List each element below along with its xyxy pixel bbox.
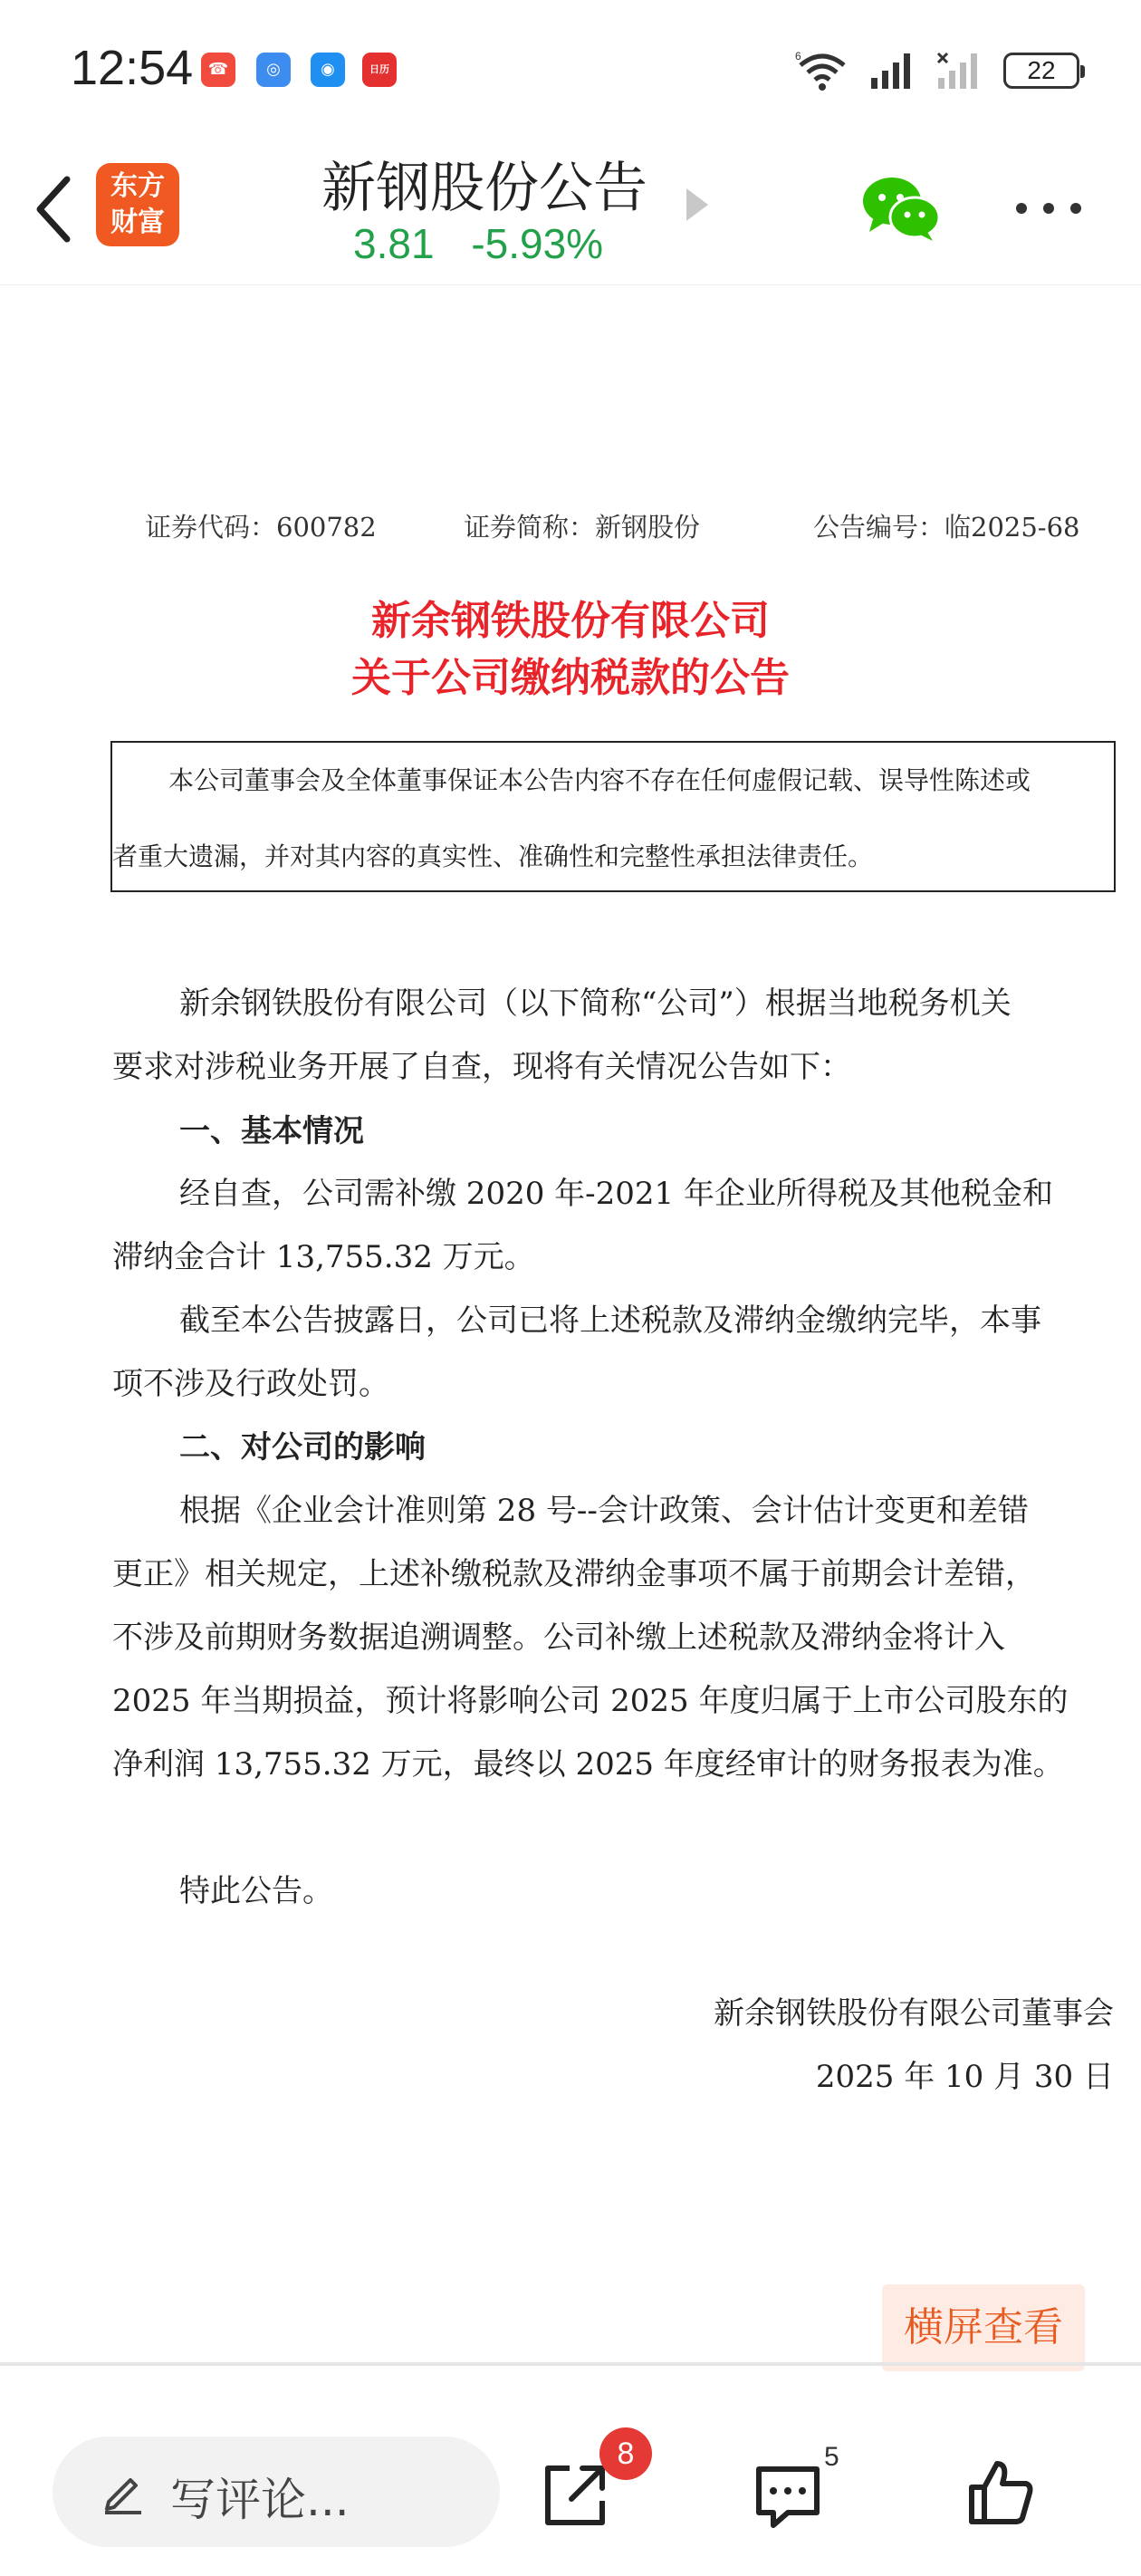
paragraph-line: 项不涉及行政处罚。 [112, 1366, 389, 1402]
paragraph-line: 截至本公告披露日，公司已将上述税款及滞纳金缴纳完毕，本事 [179, 1302, 1041, 1339]
announcement-date: 2025 年 10 月 30 日 [815, 2059, 1114, 2095]
section-heading: 一、基本情况 [179, 1113, 364, 1149]
stock-change: -5.93% [471, 220, 604, 267]
share-icon[interactable] [539, 2459, 611, 2532]
comment-placeholder: 写评论... [170, 2474, 350, 2526]
paragraph-line: 要求对涉税业务开展了自查，现将有关情况公告如下： [112, 1049, 851, 1085]
status-icons [795, 43, 1079, 98]
paragraph-line: 净利润 13,755.32 万元，最终以 2025 年度经审计的财务报表为准。 [112, 1746, 1064, 1783]
signer: 新余钢铁股份有限公司董事会 [714, 1995, 1114, 2032]
comment-input[interactable] [53, 2437, 500, 2547]
paragraph-line: 更正》相关规定，上述补缴税款及滞纳金事项不属于前期会计差错， [112, 1556, 1036, 1592]
notice-number: 公告编号：临2025-68 [813, 512, 1080, 543]
wifi-icon [795, 49, 849, 92]
paragraph-line: 经自查，公司需补缴 2020 年-2021 年企业所得税及其他税金和 [179, 1176, 1053, 1212]
security-code: 证券代码：600782 [145, 512, 377, 543]
more-options-icon[interactable] [1012, 199, 1085, 217]
share-count-badge: 8 [599, 2427, 652, 2480]
battery-indicator: 22 [1003, 53, 1079, 89]
wechat-share-icon[interactable] [860, 172, 942, 245]
paragraph-line: 2025 年当期损益，预计将影响公司 2025 年度归属于上市公司股东的 [112, 1683, 1069, 1719]
stock-price: 3.81 [353, 220, 435, 267]
svg-text:6: 6 [795, 50, 801, 62]
pencil-icon [100, 2469, 145, 2514]
notification-app-icon: ☎ [201, 53, 235, 87]
notification-app-icon: ◉ [311, 53, 345, 87]
stock-quote[interactable] [353, 219, 603, 268]
bottom-action-bar [0, 2409, 1141, 2576]
closing-text: 特此公告。 [179, 1873, 333, 1909]
back-arrow-icon[interactable] [27, 168, 82, 250]
paragraph-line: 新余钢铁股份有限公司（以下简称“公司”）根据当地税务机关 [179, 985, 1012, 1022]
signal-off-icon [936, 51, 983, 91]
section-heading: 二、对公司的影响 [179, 1429, 426, 1466]
comments-icon[interactable] [752, 2460, 824, 2533]
paragraph-line: 滞纳金合计 13,755.32 万元。 [112, 1239, 535, 1275]
divider [0, 2362, 1141, 2366]
comment-count: 5 [824, 2442, 839, 2472]
guarantee-line: 本公司董事会及全体董事保证本公告内容不存在任何虚假记载、误导性陈述或 [168, 765, 1031, 795]
signal-icon [869, 51, 916, 91]
security-short-name: 证券简称：新钢股份 [464, 512, 701, 543]
landscape-view-button[interactable]: 横屏查看 [882, 2284, 1085, 2371]
stock-title[interactable]: 新钢股份公告 [321, 157, 647, 220]
notification-app-icon: ◎ [256, 53, 291, 87]
board-guarantee-box [110, 741, 1116, 892]
document-title-line1: 新余钢铁股份有限公司 [371, 598, 770, 644]
paragraph-line: 根据《企业会计准则第 28 号--会计政策、会计估计变更和差错 [179, 1493, 1029, 1529]
calendar-notification-icon: 日历 [362, 53, 397, 87]
thumbs-up-icon[interactable] [964, 2456, 1037, 2529]
document-title-line2: 关于公司缴纳税款的公告 [351, 655, 790, 701]
paragraph-line: 不涉及前期财务数据追溯调整。公司补缴上述税款及滞纳金将计入 [112, 1620, 1005, 1656]
guarantee-line: 者重大遗漏，并对其内容的真实性、准确性和完整性承担法律责任。 [112, 841, 874, 871]
status-bar [0, 0, 1141, 136]
app-header [0, 136, 1141, 285]
status-time: 12:54 [71, 41, 194, 95]
expand-arrow-icon[interactable] [686, 188, 708, 221]
eastmoney-logo[interactable]: 东方 财富 [96, 163, 179, 246]
